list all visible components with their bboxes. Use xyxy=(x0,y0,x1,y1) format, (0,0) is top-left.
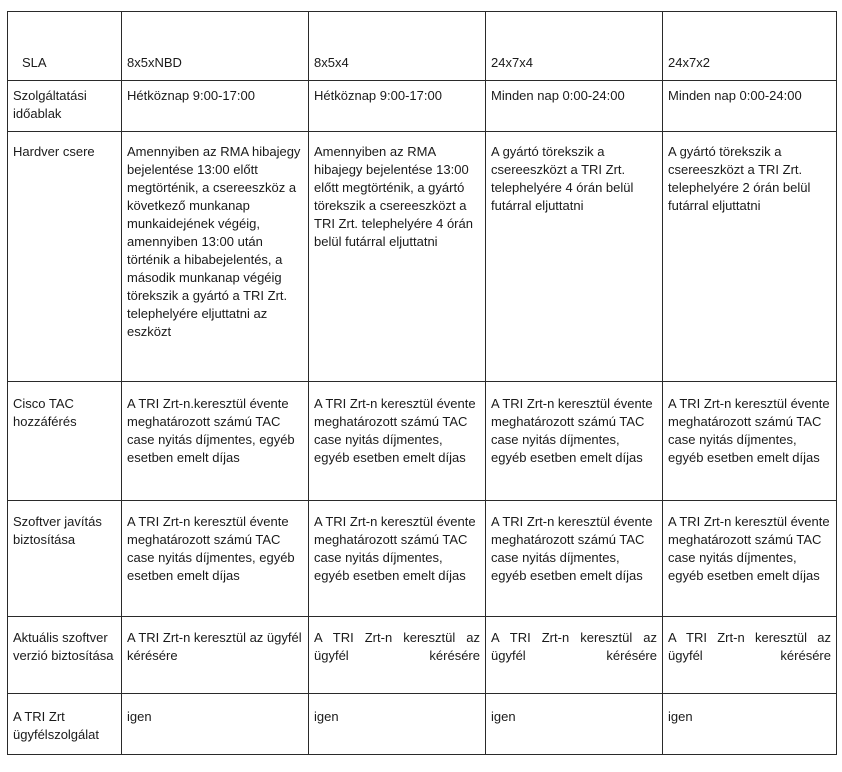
table-cell: A TRI Zrt-n keresztül évente meghatározott számú TAC case nyitás díjmentes, egyéb esetben emelt díjas xyxy=(309,382,486,501)
table-row-hardware xyxy=(8,132,837,382)
table-cell: A TRI Zrt-n keresztül az ügyfél kérésére xyxy=(663,617,837,694)
plan-header-24x7x4: 24x7x4 xyxy=(486,12,663,81)
table-cell: Amennyiben az RMA hibajegy bejelentése 13:00 előtt megtörténik, a gyártó törekszik a csereeszközt a TRI Zrt. telephelyére 4 órán belül futárral eljuttatni xyxy=(309,132,486,382)
table-cell: Amennyiben az RMA hibajegy bejelentése 13:00 előtt megtörténik, a csereeszköz a következő munkanap munkaidejének végéig, amennyiben 13:00 után történik a hibabejelentés, a második munkanap végéig törekszik a gyártó a TRI Zrt. telephelyére eljuttatni az eszközt xyxy=(122,132,309,382)
table-cell: A TRI Zrt-n keresztül évente meghatározott számú TAC case nyitás díjmentes, egyéb esetben emelt díjas xyxy=(486,382,663,501)
plan-header-8x5xnbd: 8x5xNBD xyxy=(122,12,309,81)
row-label-sla: SLA xyxy=(8,12,122,81)
row-label-customer-service: A TRI Zrt ügyfélszolgálat xyxy=(8,694,122,755)
row-label-software-fix: Szoftver javítás biztosítása xyxy=(8,501,122,617)
table-cell: A TRI Zrt-n keresztül évente meghatározott számú TAC case nyitás díjmentes, egyéb esetben emelt díjas xyxy=(122,501,309,617)
table-cell: A TRI Zrt-n keresztül évente meghatározott számú TAC case nyitás díjmentes, egyéb esetben emelt díjas xyxy=(663,501,837,617)
row-label-tac: Cisco TAC hozzáférés xyxy=(8,382,122,501)
table-row-service-window xyxy=(8,81,837,132)
table-cell: Hétköznap 9:00-17:00 xyxy=(309,81,486,132)
table-cell: Minden nap 0:00-24:00 xyxy=(486,81,663,132)
table-cell: A TRI Zrt-n keresztül évente meghatározott számú TAC case nyitás díjmentes, egyéb esetben emelt díjas xyxy=(663,382,837,501)
table-cell: A TRI Zrt-n keresztül az ügyfél kérésére xyxy=(486,617,663,694)
table-cell: igen xyxy=(663,694,837,755)
sla-comparison-table xyxy=(7,11,837,755)
plan-header-24x7x2: 24x7x2 xyxy=(663,12,837,81)
table-row-software-version xyxy=(8,617,837,694)
table-cell: Minden nap 0:00-24:00 xyxy=(663,81,837,132)
row-label-software-version: Aktuális szoftver verzió biztosítása xyxy=(8,617,122,694)
table-cell: A gyártó törekszik a csereeszközt a TRI Zrt. telephelyére 4 órán belül futárral eljuttatni xyxy=(486,132,663,382)
table-cell: A TRI Zrt-n keresztül az ügyfél kérésére xyxy=(122,617,309,694)
table-cell: igen xyxy=(309,694,486,755)
table-cell: A TRI Zrt-n keresztül évente meghatározott számú TAC case nyitás díjmentes, egyéb esetben emelt díjas xyxy=(486,501,663,617)
row-label-service-window: Szolgáltatási időablak xyxy=(8,81,122,132)
table-row-header xyxy=(8,12,837,81)
table-cell: igen xyxy=(122,694,309,755)
plan-header-8x5x4: 8x5x4 xyxy=(309,12,486,81)
table-cell: A gyártó törekszik a csereeszközt a TRI Zrt. telephelyére 2 órán belül futárral eljuttatni xyxy=(663,132,837,382)
table-cell: A TRI Zrt-n keresztül az ügyfél kérésére xyxy=(309,617,486,694)
table-row-tac xyxy=(8,382,837,501)
table-cell: igen xyxy=(486,694,663,755)
table-cell: A TRI Zrt-n keresztül évente meghatározott számú TAC case nyitás díjmentes, egyéb esetben emelt díjas xyxy=(309,501,486,617)
table-row-software-fix xyxy=(8,501,837,617)
table-cell: A TRI Zrt-n.keresztül évente meghatározott számú TAC case nyitás díjmentes, egyéb esetben emelt díjas xyxy=(122,382,309,501)
row-label-hardware: Hardver csere xyxy=(8,132,122,382)
table-row-customer-service xyxy=(8,694,837,755)
table-cell: Hétköznap 9:00-17:00 xyxy=(122,81,309,132)
